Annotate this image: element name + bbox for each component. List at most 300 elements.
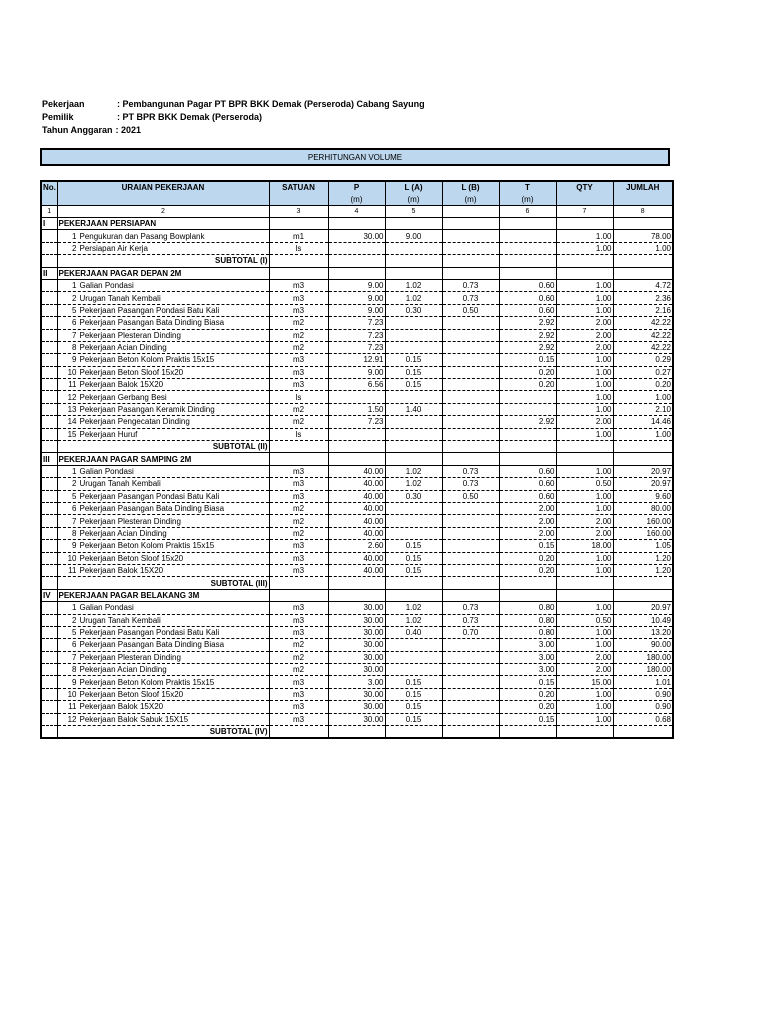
col-lb: L (B) — [442, 181, 499, 194]
item-satuan: m2 — [269, 664, 328, 676]
item-lb — [442, 701, 499, 713]
item-t: 2.92 — [499, 416, 556, 428]
item-p: 40.00 — [328, 478, 385, 490]
item-satuan: m3 — [269, 292, 328, 304]
item-p — [328, 242, 385, 254]
col-p: P — [328, 181, 385, 194]
item-t: 0.80 — [499, 626, 556, 638]
table-row — [41, 664, 673, 676]
item-t: 0.15 — [499, 540, 556, 552]
table-row — [41, 379, 673, 391]
item-lb: 0.50 — [442, 490, 499, 502]
item-name: Pekerjaan Pasangan Bata Dinding Biasa — [79, 318, 225, 328]
item-la: 0.15 — [385, 676, 442, 688]
table-row — [41, 292, 673, 304]
item-satuan: m2 — [269, 317, 328, 329]
item-p: 40.00 — [328, 515, 385, 527]
item-qty: 1.00 — [556, 391, 613, 403]
item-jml: 1.05 — [613, 540, 673, 552]
item-lb — [442, 341, 499, 353]
item-qty: 1.00 — [556, 279, 613, 291]
section-number: III — [41, 453, 57, 465]
item-satuan: m3 — [269, 564, 328, 576]
item-qty: 2.00 — [556, 317, 613, 329]
table-row — [41, 527, 673, 539]
item-name: Pekerjaan Pengecatan Dinding — [79, 417, 190, 427]
item-jml: 20.97 — [613, 478, 673, 490]
item-t — [499, 230, 556, 242]
item-name: Pekerjaan Acian Dinding — [79, 343, 167, 353]
item-name-cell — [57, 490, 269, 502]
item-satuan: m3 — [269, 354, 328, 366]
item-qty: 1.00 — [556, 304, 613, 316]
item-name: Pekerjaan Pasangan Pondasi Batu Kali — [79, 305, 220, 315]
document-header — [42, 98, 425, 137]
header-value: : 2021 — [115, 125, 142, 135]
item-name: Pekerjaan Pasangan Pondasi Batu Kali — [79, 628, 220, 638]
item-name: Urugan Tanah Kembali — [79, 293, 161, 303]
item-number: 2 — [72, 479, 77, 489]
item-t: 0.15 — [499, 354, 556, 366]
volume-table-body — [41, 181, 673, 738]
item-name: Urugan Tanah Kembali — [79, 615, 161, 625]
item-jml: 90.00 — [613, 639, 673, 651]
item-satuan: ls — [269, 242, 328, 254]
item-la: 0.15 — [385, 701, 442, 713]
item-jml: 14.46 — [613, 416, 673, 428]
item-qty: 1.00 — [556, 242, 613, 254]
item-t: 0.80 — [499, 602, 556, 614]
item-name: Pekerjaan Pasangan Keramik Dinding — [79, 405, 215, 415]
item-name-cell — [57, 552, 269, 564]
table-row — [41, 626, 673, 638]
item-p: 40.00 — [328, 502, 385, 514]
item-satuan: m3 — [269, 465, 328, 477]
table-row — [41, 329, 673, 341]
item-la: 0.30 — [385, 304, 442, 316]
item-la — [385, 416, 442, 428]
item-satuan: m3 — [269, 614, 328, 626]
item-name: Galian Pondasi — [79, 281, 134, 291]
table-row — [41, 614, 673, 626]
item-name: Pekerjaan Beton Sloof 15x20 — [79, 367, 184, 377]
section-header-row — [41, 589, 673, 601]
item-number: 5 — [72, 628, 77, 638]
item-name: Persiapan Air Kerja — [79, 243, 148, 253]
item-lb — [442, 242, 499, 254]
item-la: 1.02 — [385, 602, 442, 614]
item-name-cell — [57, 416, 269, 428]
item-lb — [442, 403, 499, 415]
item-jml: 1.20 — [613, 564, 673, 576]
item-t: 0.60 — [499, 465, 556, 477]
item-lb — [442, 329, 499, 341]
item-name-cell — [57, 428, 269, 440]
item-lb — [442, 527, 499, 539]
table-row — [41, 552, 673, 564]
section-number: II — [41, 267, 57, 279]
item-qty: 1.00 — [556, 292, 613, 304]
item-number: 10 — [67, 690, 77, 700]
item-name-cell — [57, 688, 269, 700]
item-la: 0.40 — [385, 626, 442, 638]
item-t: 0.20 — [499, 552, 556, 564]
item-name-cell — [57, 465, 269, 477]
item-t: 0.60 — [499, 292, 556, 304]
item-la — [385, 428, 442, 440]
item-t: 0.60 — [499, 279, 556, 291]
item-name-cell — [57, 664, 269, 676]
item-p: 9.00 — [328, 292, 385, 304]
item-lb — [442, 713, 499, 725]
item-name-cell — [57, 341, 269, 353]
item-t: 2.92 — [499, 317, 556, 329]
item-name-cell — [57, 317, 269, 329]
item-satuan: m2 — [269, 502, 328, 514]
item-name-cell — [57, 354, 269, 366]
item-jml: 4.72 — [613, 279, 673, 291]
item-lb — [442, 564, 499, 576]
item-lb: 0.73 — [442, 478, 499, 490]
item-number: 2 — [72, 293, 77, 303]
item-t: 0.20 — [499, 366, 556, 378]
item-satuan: m3 — [269, 490, 328, 502]
item-name: Pekerjaan Balok 15X20 — [79, 380, 164, 390]
subtotal-label: SUBTOTAL (II) — [57, 441, 269, 453]
section-header-row — [41, 218, 673, 230]
index-cell: 1 — [41, 206, 57, 218]
header-value: : PT BPR BKK Demak (Perseroda) — [117, 112, 263, 122]
item-name-cell — [57, 701, 269, 713]
item-la — [385, 639, 442, 651]
item-la — [385, 391, 442, 403]
item-la: 9.00 — [385, 230, 442, 242]
item-p: 2.60 — [328, 540, 385, 552]
item-qty: 1.00 — [556, 465, 613, 477]
item-satuan: m3 — [269, 701, 328, 713]
item-name: Pekerjaan Pasangan Pondasi Batu Kali — [79, 491, 220, 501]
item-lb — [442, 688, 499, 700]
item-name-cell — [57, 242, 269, 254]
item-la — [385, 341, 442, 353]
item-satuan: m1 — [269, 230, 328, 242]
item-t: 0.60 — [499, 304, 556, 316]
item-la — [385, 242, 442, 254]
index-cell: 4 — [328, 206, 385, 218]
col-qty: QTY — [556, 181, 613, 194]
item-lb — [442, 379, 499, 391]
table-row — [41, 602, 673, 614]
index-cell: 3 — [269, 206, 328, 218]
item-jml: 2.10 — [613, 403, 673, 415]
header-label: Pekerjaan — [42, 99, 85, 109]
item-t: 0.15 — [499, 676, 556, 688]
item-la — [385, 502, 442, 514]
item-name: Pekerjaan Balok 15X20 — [79, 566, 164, 576]
item-la: 1.02 — [385, 465, 442, 477]
item-number: 14 — [67, 417, 77, 427]
item-name-cell — [57, 564, 269, 576]
item-t: 0.20 — [499, 564, 556, 576]
column-header-row — [41, 181, 673, 194]
item-t: 2.00 — [499, 515, 556, 527]
item-satuan: m2 — [269, 341, 328, 353]
item-lb: 0.73 — [442, 279, 499, 291]
item-number: 9 — [72, 355, 77, 365]
unit-p: (m) — [328, 194, 385, 206]
item-lb — [442, 664, 499, 676]
section-number: I — [41, 218, 57, 230]
item-number: 1 — [72, 467, 77, 476]
col-no: No. — [43, 183, 56, 192]
item-name: Urugan Tanah Kembali — [79, 479, 161, 489]
subtotal-row — [41, 255, 673, 267]
item-qty: 2.00 — [556, 664, 613, 676]
item-name-cell — [57, 540, 269, 552]
item-number: 11 — [68, 702, 77, 712]
subtotal-label: SUBTOTAL (IV) — [57, 726, 269, 739]
item-p: 9.00 — [328, 304, 385, 316]
item-satuan: ls — [269, 428, 328, 440]
item-name: Pengukuran dan Pasang Bowplank — [79, 231, 205, 241]
item-jml: 1.00 — [613, 391, 673, 403]
item-name: Galian Pondasi — [79, 467, 134, 476]
item-name: Galian Pondasi — [79, 603, 134, 613]
item-name: Pekerjaan Beton Kolom Praktis 15x15 — [79, 677, 215, 687]
col-satuan: SATUAN — [269, 181, 328, 194]
item-t: 0.20 — [499, 701, 556, 713]
item-number: 7 — [72, 516, 77, 526]
item-p: 30.00 — [328, 639, 385, 651]
item-jml: 0.90 — [613, 688, 673, 700]
item-lb: 0.70 — [442, 626, 499, 638]
units-row — [41, 194, 673, 206]
item-jml: 2.16 — [613, 304, 673, 316]
item-satuan: m2 — [269, 527, 328, 539]
item-jml: 20.97 — [613, 465, 673, 477]
item-satuan: m3 — [269, 688, 328, 700]
item-qty: 2.00 — [556, 416, 613, 428]
item-qty: 1.00 — [556, 602, 613, 614]
table-row — [41, 428, 673, 440]
item-t: 0.20 — [499, 379, 556, 391]
item-t — [499, 391, 556, 403]
item-la — [385, 515, 442, 527]
subtotal-row — [41, 577, 673, 589]
item-la: 0.15 — [385, 552, 442, 564]
item-t: 2.92 — [499, 341, 556, 353]
header-value: : Pembangunan Pagar PT BPR BKK Demak (Perseroda) Cabang Sayung — [117, 99, 425, 109]
item-lb: 0.73 — [442, 292, 499, 304]
item-jml: 160.00 — [613, 527, 673, 539]
item-qty: 1.00 — [556, 626, 613, 638]
item-p: 30.00 — [328, 664, 385, 676]
item-lb — [442, 317, 499, 329]
item-la: 0.15 — [385, 379, 442, 391]
item-name-cell — [57, 515, 269, 527]
subtotal-label: SUBTOTAL (III) — [57, 577, 269, 589]
table-row — [41, 279, 673, 291]
item-p: 30.00 — [328, 626, 385, 638]
item-t — [499, 428, 556, 440]
item-lb: 0.73 — [442, 614, 499, 626]
item-satuan: m3 — [269, 304, 328, 316]
item-name: Pekerjaan Beton Kolom Praktis 15x15 — [79, 541, 215, 551]
item-t: 2.00 — [499, 527, 556, 539]
item-p — [328, 391, 385, 403]
item-name-cell — [57, 626, 269, 638]
col-la: L (A) — [385, 181, 442, 194]
item-jml: 1.00 — [613, 242, 673, 254]
item-jml: 0.29 — [613, 354, 673, 366]
item-jml: 180.00 — [613, 651, 673, 663]
table-row — [41, 242, 673, 254]
item-satuan: m3 — [269, 478, 328, 490]
section-title: PEKERJAAN PERSIAPAN — [57, 218, 269, 230]
item-t: 2.00 — [499, 502, 556, 514]
item-jml: 13.20 — [613, 626, 673, 638]
header-label: Tahun Anggaran — [42, 125, 113, 135]
item-qty: 2.00 — [556, 527, 613, 539]
item-qty: 0.50 — [556, 478, 613, 490]
table-row — [41, 403, 673, 415]
table-row — [41, 490, 673, 502]
item-qty: 1.00 — [556, 713, 613, 725]
table-title: PERHITUNGAN VOLUME — [40, 148, 670, 166]
item-name-cell — [57, 292, 269, 304]
item-qty: 1.00 — [556, 403, 613, 415]
item-jml: 1.00 — [613, 428, 673, 440]
table-row — [41, 465, 673, 477]
item-name: Pekerjaan Gerbang Besi — [79, 392, 167, 402]
item-name-cell — [57, 527, 269, 539]
item-la: 1.02 — [385, 279, 442, 291]
item-p: 30.00 — [328, 713, 385, 725]
index-cell: 6 — [499, 206, 556, 218]
col-t: T — [499, 181, 556, 194]
item-number: 13 — [67, 405, 77, 415]
item-name: Pekerjaan Huruf — [79, 429, 138, 439]
item-name-cell — [57, 651, 269, 663]
item-la — [385, 527, 442, 539]
item-jml: 0.68 — [613, 713, 673, 725]
item-number: 1 — [72, 231, 77, 241]
item-name-cell — [57, 713, 269, 725]
item-jml: 0.27 — [613, 366, 673, 378]
item-number: 8 — [72, 343, 77, 353]
item-p — [328, 428, 385, 440]
item-qty: 1.00 — [556, 564, 613, 576]
section-number: IV — [41, 589, 57, 601]
unit-lb: (m) — [442, 194, 499, 206]
item-number: 7 — [72, 652, 77, 662]
table-row — [41, 515, 673, 527]
item-number: 9 — [72, 541, 77, 551]
item-number: 5 — [72, 305, 77, 315]
item-name-cell — [57, 304, 269, 316]
item-satuan: ls — [269, 391, 328, 403]
item-p: 7.23 — [328, 317, 385, 329]
item-lb: 0.73 — [442, 465, 499, 477]
item-jml: 9.60 — [613, 490, 673, 502]
item-qty: 1.00 — [556, 428, 613, 440]
item-name: Pekerjaan Balok Sabuk 15X15 — [79, 714, 189, 724]
item-number: 11 — [68, 380, 77, 390]
item-name-cell — [57, 230, 269, 242]
item-jml: 10.49 — [613, 614, 673, 626]
item-jml: 160.00 — [613, 515, 673, 527]
item-qty: 1.00 — [556, 552, 613, 564]
item-number: 1 — [72, 603, 77, 613]
item-satuan: m3 — [269, 676, 328, 688]
item-p: 40.00 — [328, 564, 385, 576]
item-name: Pekerjaan Plesteran Dinding — [79, 652, 181, 662]
item-p: 30.00 — [328, 602, 385, 614]
item-p: 30.00 — [328, 230, 385, 242]
item-satuan: m2 — [269, 329, 328, 341]
table-row — [41, 354, 673, 366]
item-name: Pekerjaan Plesteran Dinding — [79, 330, 181, 340]
item-lb — [442, 540, 499, 552]
index-cell — [442, 206, 499, 218]
item-number: 8 — [72, 528, 77, 538]
item-satuan: m2 — [269, 651, 328, 663]
item-lb — [442, 639, 499, 651]
item-name-cell — [57, 614, 269, 626]
item-qty: 1.00 — [556, 502, 613, 514]
table-row — [41, 304, 673, 316]
item-t: 0.60 — [499, 490, 556, 502]
item-qty: 1.00 — [556, 701, 613, 713]
item-qty: 1.00 — [556, 688, 613, 700]
item-la: 1.40 — [385, 403, 442, 415]
item-lb — [442, 676, 499, 688]
item-t — [499, 242, 556, 254]
item-p: 30.00 — [328, 688, 385, 700]
section-title: PEKERJAAN PAGAR DEPAN 2M — [57, 267, 269, 279]
item-p: 30.00 — [328, 614, 385, 626]
item-jml: 42.22 — [613, 341, 673, 353]
item-la: 0.15 — [385, 564, 442, 576]
table-row — [41, 713, 673, 725]
section-title: PEKERJAAN PAGAR BELAKANG 3M — [57, 589, 269, 601]
item-p: 1.50 — [328, 403, 385, 415]
item-p: 6.56 — [328, 379, 385, 391]
section-header-row — [41, 267, 673, 279]
item-jml: 180.00 — [613, 664, 673, 676]
item-lb — [442, 428, 499, 440]
item-p: 40.00 — [328, 552, 385, 564]
item-p: 9.00 — [328, 366, 385, 378]
item-t: 2.92 — [499, 329, 556, 341]
item-jml: 0.20 — [613, 379, 673, 391]
item-satuan: m2 — [269, 515, 328, 527]
item-qty: 2.00 — [556, 651, 613, 663]
item-lb — [442, 391, 499, 403]
item-p: 40.00 — [328, 527, 385, 539]
index-row — [41, 206, 673, 218]
volume-table — [40, 180, 674, 739]
item-la: 0.15 — [385, 366, 442, 378]
table-row — [41, 341, 673, 353]
item-satuan: m3 — [269, 366, 328, 378]
item-t: 3.00 — [499, 651, 556, 663]
item-name-cell — [57, 366, 269, 378]
item-name-cell — [57, 478, 269, 490]
item-name: Pekerjaan Balok 15X20 — [79, 702, 164, 712]
item-satuan: m2 — [269, 639, 328, 651]
item-name: Pekerjaan Acian Dinding — [79, 528, 167, 538]
